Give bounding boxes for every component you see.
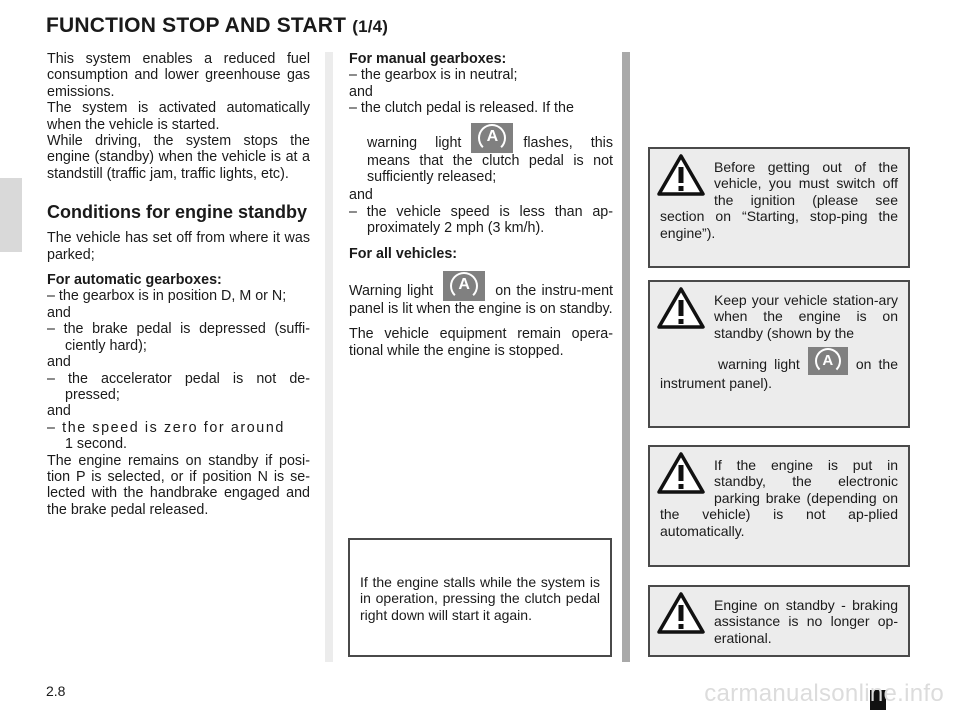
warning-triangle-icon <box>656 153 706 197</box>
manual-item-3: – the vehicle speed is less than ap-proximately 2 mph (3 km/h). <box>349 203 613 237</box>
and-label: and <box>47 403 71 420</box>
middle-column <box>349 51 613 359</box>
stall-note-box: If the engine stalls while the system is in operation, pressing the clutch pedal right down will start it again. <box>348 538 612 657</box>
intro-paragraph-2: The system is activated automatically when the vehicle is started. <box>47 100 310 133</box>
manual-item-1: – the gearbox is in neutral; <box>349 67 518 84</box>
warning-text-2-part-1: Keep your vehicle station-ary when the engine is on standby (shown by the <box>714 292 898 341</box>
auto-item-2: – the brake pedal is depressed (suffi-ciently hard); <box>47 321 310 354</box>
and-label: and <box>349 187 373 204</box>
auto-item-3: – the accelerator pedal is not de-pressed; <box>47 370 310 403</box>
stop-start-warning-light-icon <box>471 123 513 153</box>
warning-triangle-icon <box>656 451 706 495</box>
warning-light-text: warning light <box>718 356 800 373</box>
stop-start-warning-light-icon <box>443 271 485 301</box>
all-vehicles-paragraph-1 <box>349 271 613 317</box>
and-label: and <box>47 304 71 321</box>
conditions-heading: Conditions for engine standby <box>47 202 307 223</box>
stop-start-warning-light-icon <box>808 347 848 375</box>
section-tab <box>0 178 22 252</box>
and-label: and <box>47 354 71 371</box>
manual-heading: For manual gearboxes: <box>349 51 507 67</box>
warning-triangle-icon <box>656 286 706 330</box>
auto-item-4-cont: 1 second. <box>65 436 127 453</box>
page-title <box>46 14 388 38</box>
warning-box-2 <box>648 280 910 428</box>
warning-box-1 <box>648 147 910 268</box>
warning-text-4: Engine on standby - braking assistance is no longer op-erational. <box>714 597 898 646</box>
warning-light-line <box>367 123 613 186</box>
warning-text-2-part-2: on the instrument panel). <box>660 356 898 392</box>
warning-triangle-icon <box>656 591 706 635</box>
intro-paragraph-1: This system enables a reduced fuel consumption and lower greenhouse gas emissions. <box>47 51 310 100</box>
column-divider-right <box>622 52 630 662</box>
manual-item-2-cont <box>349 123 613 186</box>
and-label: and <box>349 83 373 100</box>
all-vehicles-paragraph-2: The vehicle equipment remain opera-tional while the engine is stopped. <box>349 326 613 359</box>
warning-light-text: warning light <box>367 134 462 151</box>
page-number: 2.8 <box>46 683 66 699</box>
warning-light-text: Warning light <box>349 283 434 300</box>
auto-item-4: – the speed is zero for around <box>47 419 285 436</box>
standby-note: The engine remains on standby if posi-tion P is selected, or if position N is se-lected with the handbrake engaged and the brake pedal released. <box>47 452 310 518</box>
auto-item-1: – the gearbox is in position D, M or N; <box>47 288 287 305</box>
warning-box-3 <box>648 445 910 567</box>
automatic-heading: For automatic gearboxes: <box>47 272 222 289</box>
watermark: carmanualsonline.info <box>704 680 944 707</box>
clutch-note-text: flashes, this means that the clutch pedal is not sufficiently released; <box>367 134 613 186</box>
warning-text-1: Before getting out of the vehicle, you must switch off the ignition (please see section on “Starting, stop-ping the engine”). <box>660 159 898 241</box>
column-divider-left <box>325 52 333 662</box>
standby-indicator-text: on the instru-ment panel is lit when the engine is on standby. <box>349 283 614 318</box>
intro-paragraph-3: While driving, the system stops the engine (standby) when the vehicle is at a standstill (traffic jam, traffic lights, etc). <box>47 133 310 182</box>
all-vehicles-heading: For all vehicles: <box>349 245 458 262</box>
warning-text-3: If the engine is put in standby, the electronic parking brake (depending on the vehicle) is not ap-plied automatically. <box>660 457 898 539</box>
warning-box-4 <box>648 585 910 657</box>
title-main: FUNCTION STOP AND START <box>46 14 347 37</box>
manual-item-2: – the clutch pedal is released. If the <box>349 100 574 117</box>
left-column <box>47 51 310 518</box>
title-part: (1/4) <box>352 17 389 36</box>
conditions-paragraph: The vehicle has set off from where it was parked; <box>47 230 310 263</box>
